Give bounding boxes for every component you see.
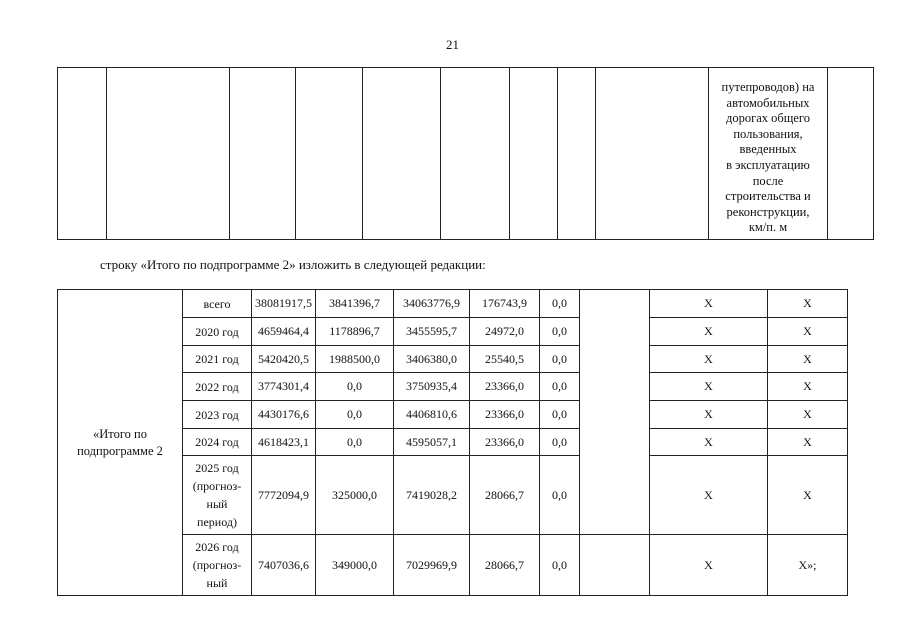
empty-cell	[363, 68, 441, 240]
description-line: введенных	[739, 142, 797, 157]
period-cell	[183, 290, 252, 318]
period-line: 2020 год	[195, 324, 239, 339]
label-line: «Итого по	[93, 426, 147, 441]
amount-cell-c4: 24972,0	[470, 318, 540, 346]
description-line: автомобильных	[726, 95, 810, 110]
period-line: 2024 год	[195, 435, 239, 449]
period-cell	[183, 429, 252, 456]
period-cell	[183, 373, 252, 401]
empty-cell	[230, 68, 296, 240]
amount-cell-total: 7407036,6	[252, 535, 316, 596]
amount-cell-c3: 3455595,7	[394, 318, 470, 346]
mark-cell-x2: Х»;	[768, 535, 848, 596]
amount-cell-c4: 28066,7	[470, 456, 540, 535]
amount-cell-c3: 7029969,9	[394, 535, 470, 596]
subprogram-total-label	[58, 290, 183, 596]
mark-cell-x1: Х	[650, 401, 768, 429]
mark-cell-x2: Х	[768, 346, 848, 373]
amount-cell-total: 3774301,4	[252, 373, 316, 401]
table-row	[58, 290, 848, 318]
empty-cell	[558, 68, 596, 240]
subprogram-totals-table	[57, 289, 848, 596]
mark-cell-x2: Х	[768, 318, 848, 346]
description-line: км/п. м	[748, 220, 788, 235]
amount-cell-total: 38081917,5	[252, 290, 316, 318]
label-line: подпрограмме 2	[77, 443, 163, 458]
amount-cell-c3: 4406810,6	[394, 401, 470, 429]
period-cell	[183, 401, 252, 429]
period-line: (прогноз-	[192, 479, 242, 493]
amount-cell-total: 5420420,5	[252, 346, 316, 373]
amount-cell-c4: 28066,7	[470, 535, 540, 596]
amount-cell-c4: 176743,9	[470, 290, 540, 318]
mark-cell-x1: Х	[650, 318, 768, 346]
description-line: реконструкции,	[726, 204, 810, 219]
mark-cell-x2: Х	[768, 456, 848, 535]
description-line: пользования,	[733, 126, 803, 141]
description-line: дорогах общего	[725, 111, 810, 126]
amount-cell-c2: 325000,0	[316, 456, 394, 535]
empty-cell	[58, 68, 107, 240]
amount-cell-c5: 0,0	[540, 290, 580, 318]
mark-cell-x1: Х	[650, 535, 768, 596]
amount-cell-total: 7772094,9	[252, 456, 316, 535]
period-line: 2025 год	[195, 461, 239, 475]
mark-cell-x2: Х	[768, 290, 848, 318]
amount-cell-c4: 25540,5	[470, 346, 540, 373]
description-line: в эксплуатацию	[726, 158, 810, 173]
mark-cell-x1: Х	[650, 346, 768, 373]
description-line: путепроводов) на	[721, 80, 815, 95]
amount-cell-c5: 0,0	[540, 318, 580, 346]
mark-cell-x1: Х	[650, 373, 768, 401]
amount-cell-c5: 0,0	[540, 401, 580, 429]
amount-cell-c5: 0,0	[540, 346, 580, 373]
empty-cell	[296, 68, 363, 240]
amount-cell-c2: 1988500,0	[316, 346, 394, 373]
page-number: 21	[446, 37, 459, 52]
amount-cell-c2: 0,0	[316, 429, 394, 456]
empty-cell	[596, 68, 709, 240]
amount-cell-c5: 0,0	[540, 535, 580, 596]
indicator-description-cell	[709, 68, 828, 240]
amount-cell-c4: 23366,0	[470, 401, 540, 429]
amount-cell-c2: 0,0	[316, 373, 394, 401]
description-line: строительства и	[725, 189, 811, 204]
period-line: ный	[206, 576, 228, 590]
empty-cell	[107, 68, 230, 240]
mark-cell-x1: Х	[650, 456, 768, 535]
amount-cell-c5: 0,0	[540, 456, 580, 535]
mark-cell-x1: Х	[650, 429, 768, 456]
mark-cell-x2: Х	[768, 401, 848, 429]
period-cell	[183, 346, 252, 373]
period-line: 2022 год	[195, 379, 239, 394]
amount-cell-total: 4659464,4	[252, 318, 316, 346]
amount-cell-c2: 0,0	[316, 401, 394, 429]
empty-cell	[510, 68, 558, 240]
amount-cell-c3: 3406380,0	[394, 346, 470, 373]
period-cell	[183, 456, 252, 535]
amount-cell-c4: 23366,0	[470, 373, 540, 401]
amount-cell-c5: 0,0	[540, 373, 580, 401]
amount-cell-c2: 349000,0	[316, 535, 394, 596]
period-line: ный	[206, 497, 228, 511]
period-cell	[183, 535, 252, 596]
amount-cell-c5: 0,0	[540, 429, 580, 456]
description-line: после	[752, 173, 784, 188]
amount-cell-c3: 3750935,4	[394, 373, 470, 401]
period-line: 2021 год	[195, 352, 239, 366]
amount-cell-c2: 1178896,7	[316, 318, 394, 346]
amount-cell-total: 4430176,6	[252, 401, 316, 429]
empty-cell	[441, 68, 510, 240]
period-line: 2023 год	[195, 407, 239, 422]
period-line: 2026 год	[195, 540, 239, 554]
mark-cell-x2: Х	[768, 373, 848, 401]
mark-cell-x2: Х	[768, 429, 848, 456]
period-line: всего	[203, 296, 231, 311]
amount-cell-c4: 23366,0	[470, 429, 540, 456]
amount-cell-c3: 4595057,1	[394, 429, 470, 456]
mark-cell-x1: Х	[650, 290, 768, 318]
amendment-instruction: строку «Итого по подпрограмме 2» изложить в следующей редакции:	[100, 257, 486, 272]
period-line: (прогноз-	[192, 558, 242, 572]
empty-cell	[828, 68, 874, 240]
period-cell	[183, 318, 252, 346]
amount-cell-c3: 7419028,2	[394, 456, 470, 535]
period-line: период)	[197, 515, 237, 529]
amount-cell-total: 4618423,1	[252, 429, 316, 456]
continued-table	[57, 67, 874, 240]
empty-cell	[580, 290, 650, 535]
empty-cell	[580, 535, 650, 596]
amount-cell-c3: 34063776,9	[394, 290, 470, 318]
amount-cell-c2: 3841396,7	[316, 290, 394, 318]
